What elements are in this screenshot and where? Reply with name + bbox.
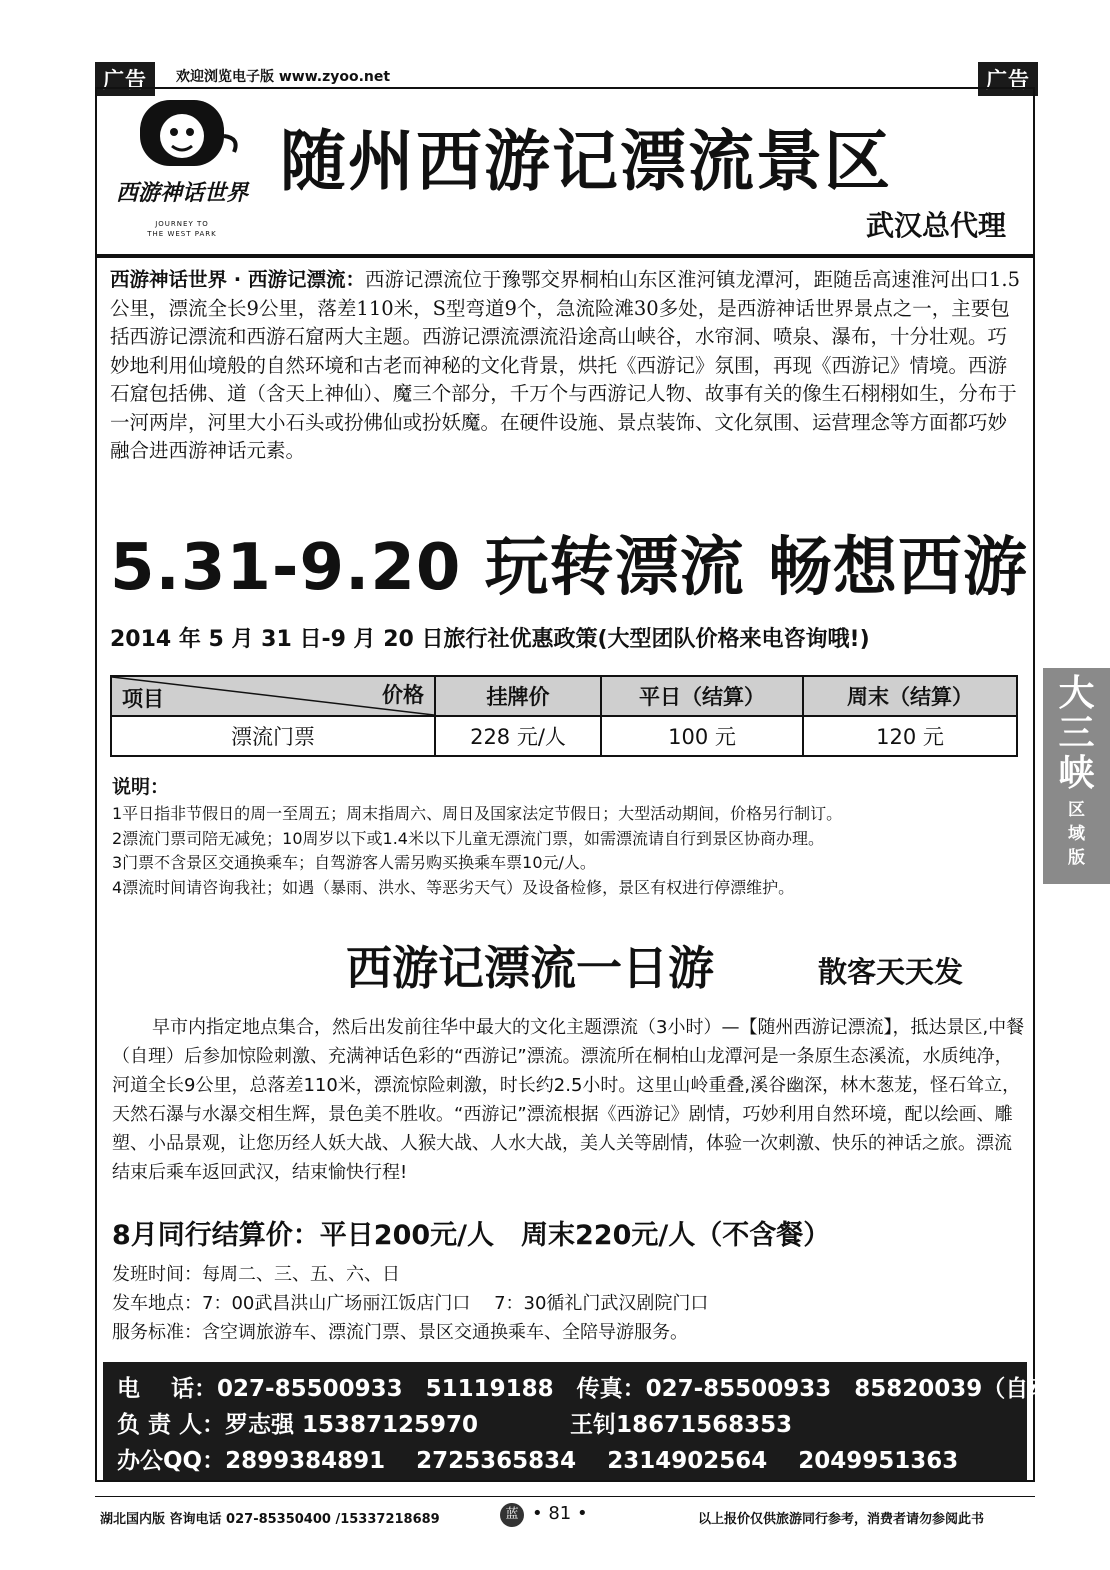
ad-tag-right: 广告 (978, 62, 1038, 96)
intro-paragraph (110, 266, 1026, 466)
side-section-tab (1043, 668, 1110, 884)
logo (108, 96, 256, 246)
row-item: 漂流门票 (111, 716, 435, 756)
table-row (111, 716, 1017, 756)
side-tab-char: 版 (1068, 848, 1085, 868)
ad-tag-left: 广告 (95, 62, 155, 96)
logo-small-text-2: THE WEST PARK (147, 230, 217, 238)
note-item: 1平日指非节假日的周一至周五；周末指周六、周日及国家法定节假日；大型活动期间，价格另行制订。 (112, 804, 843, 823)
tour-departure: 发车地点：7：00武昌洪山广场丽江饭店门口 7：30循礼门武汉剧院门口 (112, 1293, 709, 1314)
tour-price-line: 8月同行结算价：平日200元/人 周末220元/人（不含餐） (112, 1220, 831, 1251)
side-tab-big (1043, 674, 1110, 794)
tour-description: 早市内指定地点集合，然后出发前往华中最大的文化主题漂流（3小时）—【随州西游记漂流】，抵达景区,中餐（自理）后参加惊险刺激、充满神话色彩的“西游记”漂流。漂流所在桐柏山龙潭河是一条原生态溪流，水质纯净，河道全长9公里，总落差110米，漂流惊险刺激，时长约2.5小时。这里山岭重叠,溪谷幽深，林木葱茏，怪石耸立，天然石瀑与水瀑交相生辉，景色美不胜收。“西游记”漂流根据《西游记》剧情，巧妙利用自然环境，配以绘画、雕塑、小品景观，让您历经人妖大战、人猴大战、人水大战，美人关等剧情，体验一次刺激、快乐的神话之旅。漂流结束后乘车返回武汉，结束愉快行程! (112, 1017, 1025, 1183)
header-weekday-price: 平日（结算） (601, 676, 803, 716)
side-tab-char: 大 (1058, 673, 1095, 714)
tour-tag: 散客天天发 (818, 955, 964, 989)
side-tab-char: 三 (1058, 713, 1095, 754)
side-tab-char: 域 (1068, 824, 1085, 844)
header-list-price: 挂牌价 (435, 676, 601, 716)
notes-title: 说明： (112, 776, 170, 798)
logo-small-text-1: JOURNEY TO (155, 220, 209, 228)
side-tab-char: 区 (1068, 800, 1085, 820)
row-weekend-price: 120 元 (803, 716, 1017, 756)
tour-service: 服务标准：含空调旅游车、漂流门票、景区交通换乘车、全陪导游服务。 (112, 1322, 688, 1343)
page-title: 随州西游记漂流景区 (280, 123, 892, 200)
contact-qq: 办公QQ：2899384891 2725365834 2314902564 2049951363 (117, 1448, 959, 1474)
tour-title: 西游记漂流一日游 (346, 941, 714, 995)
side-tab-char: 峡 (1058, 753, 1095, 794)
site-url-text: 欢迎浏览电子版 www.zyoo.net (176, 69, 391, 85)
header-weekend-price: 周末（结算） (803, 676, 1017, 716)
footer-divider (95, 1496, 1035, 1497)
corner-cell (111, 676, 435, 716)
note-item: 4漂流时间请咨询我社；如遇（暴雨、洪水、等恶劣天气）及设备检修，景区有权进行停漂维护。 (112, 877, 795, 897)
page-subtitle: 武汉总代理 (866, 209, 1007, 242)
footer-left-text: 湖北国内版 咨询电话 027-85350400 /15337218689 (100, 1512, 440, 1527)
intro-text: 西游记漂流位于豫鄂交界桐柏山东区淮河镇龙潭河，距随岳高速淮河出口1.5公里，漂流全长9公里，落差110米，S型弯道9个，急流险滩30多处，是西游神话世界景点之一，主要包括西游记漂流和西游石窟两大主题。西游记漂流漂流沿途高山峡谷，水帘洞、喷泉、瀑布，十分壮观。巧妙地利用仙境般的自然环境和古老而神秘的文化背景，烘托《西游记》氛围，再现《西游记》情境。西游石窟包括佛、道（含天上神仙）、魔三个部分，千万个与西游记人物、故事有关的像生石栩栩如生，分布于一河两岸，河里大小石头或扮佛仙或扮妖魔。在硬件设施、景点装饰、文化氛围、运营理念等方面都巧妙融合进西游神话元素。 (110, 268, 1021, 462)
price-table (110, 675, 1018, 757)
row-weekday-price: 100 元 (601, 716, 803, 756)
policy-title: 2014 年 5 月 31 日-9 月 20 日旅行社优惠政策(大型团队价格来电咨询哦!) (110, 627, 870, 652)
tour-schedule: 发班时间：每周二、三、五、六、日 (112, 1264, 400, 1285)
notes-list (112, 802, 1024, 900)
price-table-header (111, 676, 1017, 716)
intro-lead: 西游神话世界 · 西游记漂流： (110, 268, 365, 291)
footer-right-text: 以上报价仅供旅游同行参考，消费者请勿参阅此书 (698, 1512, 985, 1527)
page-number: • 81 • (532, 1503, 588, 1524)
contact-bar (103, 1362, 1075, 1480)
note-item: 2漂流门票司陪无减免；10周岁以下或1.4米以下儿童无漂流门票，如需漂流请自行到景区协商办理。 (112, 828, 824, 848)
slogan: 5.31-9.20 玩转漂流 畅想西游 (110, 531, 1028, 605)
header-divider (95, 254, 1035, 258)
corner-price-label: 价格 (382, 683, 424, 707)
note-item: 3门票不含景区交通换乘车；自驾游客人需另购买换乘车票10元/人。 (112, 853, 596, 872)
side-tab-small (1043, 798, 1110, 870)
section-badge-icon: 蓝 (500, 1503, 524, 1527)
contact-phone: 电 话：027-85500933 51119188 传真：027-85500933 85820039（自动） (117, 1376, 1075, 1402)
logo-script-text: 西游神话世界 (115, 180, 248, 206)
corner-item-label: 项目 (122, 687, 164, 711)
row-list-price: 228 元/人 (435, 716, 601, 756)
contact-manager: 负 责 人：罗志强 15387125970 王钊18671568353 (117, 1412, 793, 1438)
